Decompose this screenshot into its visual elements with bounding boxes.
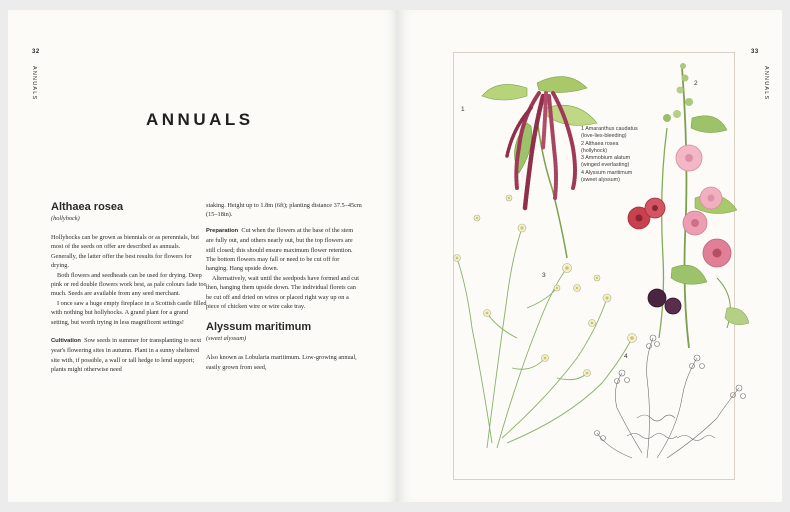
legend-line: (love-lies-bleeding) (581, 133, 627, 140)
cultivation-label: Cultivation (51, 338, 81, 345)
species-heading: Alyssum maritimum (206, 321, 312, 334)
figure-number: 4 (624, 353, 628, 360)
legend-line: (sweet alyssum) (581, 177, 620, 184)
ammobium-flowers (454, 195, 637, 377)
cultivation-paragraph (51, 336, 207, 375)
illustration-legend (581, 126, 638, 184)
legend-line: 1 Amaranthus caudatus (581, 126, 638, 132)
legend-line: 4 Alyssum maritimum (581, 169, 633, 176)
legend-line: (winged everlasting) (581, 162, 630, 169)
figure-number: 3 (542, 272, 546, 279)
left-page (8, 10, 398, 502)
common-name: (sweet alyssum) (206, 335, 247, 343)
paragraph: Both flowers and seedheads can be used for drying. Deep pink or red double flowers work best, as pale colours fade too much. Seeds are available from any seed merchant. (51, 271, 207, 298)
legend-line: 3 Ammobium alatum (581, 155, 631, 162)
common-name: (hollyhock) (51, 215, 80, 222)
amaranthus-plant (482, 77, 597, 258)
alyssum-plant (595, 335, 746, 458)
species-heading: Althaea rosea (51, 201, 124, 213)
preparation-text: Cut when the flowers at the base of the stem are fully out, and others nearly out, but the top flowers are still closed; this should ensure maximum flower retention. The bottom flowers may fall or need to be cut off for hanging. Hang upside down. (206, 226, 354, 273)
running-head: ANNUALS (31, 66, 37, 101)
botanical-illustration (427, 38, 767, 478)
figure-number: 2 (694, 80, 698, 87)
running-head: ANNUALS (763, 66, 769, 101)
hollyhock-plant (628, 63, 749, 348)
ammobium-plant (457, 228, 632, 448)
preparation-label: Preparation (206, 227, 239, 234)
page-number: 32 (32, 49, 40, 55)
paragraph: staking. Height up to 1.8m (6ft); planting distance 37.5–45cm (15–18in). (206, 202, 362, 219)
legend-line: 2 Althaea rosea (581, 140, 619, 147)
right-page (399, 10, 782, 502)
text-column-2 (206, 201, 362, 372)
paragraph: Alternatively, wait until the seedpods have formed and cut then, hanging them upside down. The individual florets can be cut off and dried on wires or placed right way up on a piece of chicken wire or wire cake tray. (206, 274, 359, 311)
paragraph: Hollyhocks can be grown as biennials or as perennials, but most of the seeds on offer are described as annuals. Generally, the latter offer the best results for flowers for drying. (51, 234, 199, 270)
preparation-paragraph (206, 226, 362, 274)
book-spread (8, 10, 782, 502)
figure-number: 1 (461, 106, 465, 113)
chapter-title: ANNUALS (146, 110, 254, 129)
paragraph: I once saw a huge empty fireplace in a Scottish castle filled with nothing but hollyhocks. A grand plant for a grand setting, but worth trying in less magnificent settings! (51, 299, 207, 326)
cultivation-text: Sow seeds in summer for transplanting to next year's flowering sites in autumn. Plant in a sunny sheltered site with, if possible, a wall or tall hedge to lend support; plants might otherwise need (51, 337, 202, 374)
text-column-1 (51, 201, 207, 375)
paragraph: Also known as Lobularia maritimum. Low-growing annual, easily grown from seed, (206, 354, 357, 371)
page-number: 33 (751, 49, 759, 55)
legend-line: (hollyhock) (581, 147, 608, 154)
